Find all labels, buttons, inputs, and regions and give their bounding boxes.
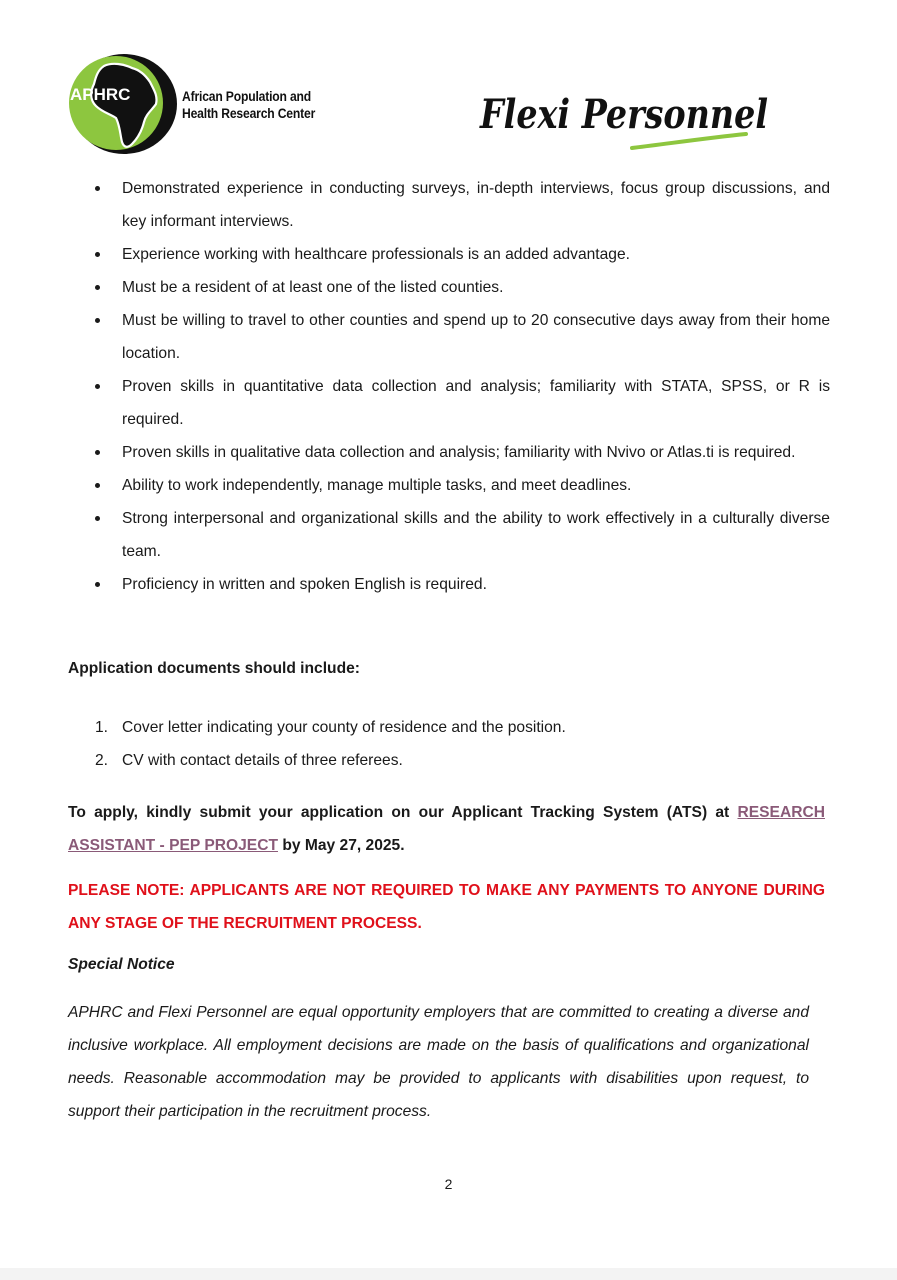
bullet-icon xyxy=(95,186,100,191)
list-item xyxy=(68,172,830,238)
apply-prefix: To apply, kindly submit your application on our Applicant Tracking System (ATS) at xyxy=(68,804,730,821)
requirements-section xyxy=(68,172,830,601)
aphrc-logo xyxy=(66,52,178,156)
requirements-list xyxy=(68,172,830,601)
aphrc-logo-text: APHRC xyxy=(70,85,131,104)
list-item-text: Experience working with healthcare professionals is an added advantage. xyxy=(122,246,630,263)
application-documents-heading: Application documents should include: xyxy=(68,660,360,677)
list-item xyxy=(68,370,830,436)
list-number: 1. xyxy=(95,719,109,736)
list-item xyxy=(68,304,830,370)
special-notice-heading: Special Notice xyxy=(68,956,175,973)
organization-name-line2: Health Research Center xyxy=(182,106,316,121)
flexi-personnel-logo-text: Flexi Personnel xyxy=(479,91,768,138)
list-item-text: Cover letter indicating your county of residence and the position. xyxy=(122,719,566,736)
list-item xyxy=(68,271,830,304)
list-item xyxy=(68,502,830,568)
bullet-icon xyxy=(95,384,100,389)
page-bottom-margin xyxy=(0,1268,897,1280)
application-documents-list xyxy=(68,711,830,777)
list-item xyxy=(68,711,830,744)
list-item-text: CV with contact details of three referees. xyxy=(122,752,403,769)
bullet-icon xyxy=(95,582,100,587)
special-notice-text: APHRC and Flexi Personnel are equal opportunity employers that are committed to creating a diverse and inclusive workplace. All employment decisions are made on the basis of qualifications and organizational needs. Reasonable accommodation may be provided to applicants with disabilities upon request, to support their participation in the recruitment process. xyxy=(68,1004,809,1120)
list-item-text: Must be a resident of at least one of the listed counties. xyxy=(122,279,504,296)
apply-instructions xyxy=(68,796,825,862)
organization-name-line1: African Population and xyxy=(182,89,312,104)
list-item-text: Strong interpersonal and organizational skills and the ability to work effectively in a culturally diverse team. xyxy=(122,510,830,560)
list-item-text: Demonstrated experience in conducting surveys, in-depth interviews, focus group discussions, and key informant interviews. xyxy=(122,180,830,230)
payment-warning: PLEASE NOTE: APPLICANTS ARE NOT REQUIRED TO MAKE ANY PAYMENTS TO ANYONE DURING ANY STAGE OF THE RECRUITMENT PROCESS. xyxy=(68,882,825,932)
bullet-icon xyxy=(95,252,100,257)
list-item-text: Must be willing to travel to other counties and spend up to 20 consecutive days away from their home location. xyxy=(122,312,830,362)
bullet-icon xyxy=(95,483,100,488)
bullet-icon xyxy=(95,450,100,455)
page-number: 2 xyxy=(444,1176,453,1192)
list-item-text: Proven skills in qualitative data collection and analysis; familiarity with Nvivo or Atlas.ti is required. xyxy=(122,444,796,461)
list-item xyxy=(68,436,830,469)
list-item xyxy=(68,238,830,271)
apply-deadline: by May 27, 2025. xyxy=(282,837,405,854)
list-item-text: Proficiency in written and spoken English is required. xyxy=(122,576,487,593)
list-item-text: Ability to work independently, manage multiple tasks, and meet deadlines. xyxy=(122,477,632,494)
flexi-personnel-logo xyxy=(476,76,776,160)
organization-name xyxy=(182,88,315,122)
letterhead xyxy=(0,0,897,165)
list-item-text: Proven skills in quantitative data collection and analysis; familiarity with STATA, SPSS, or R is required. xyxy=(122,378,830,428)
list-number: 2. xyxy=(95,752,109,769)
bullet-icon xyxy=(95,285,100,290)
bullet-icon xyxy=(95,516,100,521)
list-item xyxy=(68,568,830,601)
bullet-icon xyxy=(95,318,100,323)
list-item xyxy=(68,744,830,777)
list-item xyxy=(68,469,830,502)
ats-application-link[interactable]: RESEARCH ASSISTANT - PEP PROJECT xyxy=(68,804,825,854)
